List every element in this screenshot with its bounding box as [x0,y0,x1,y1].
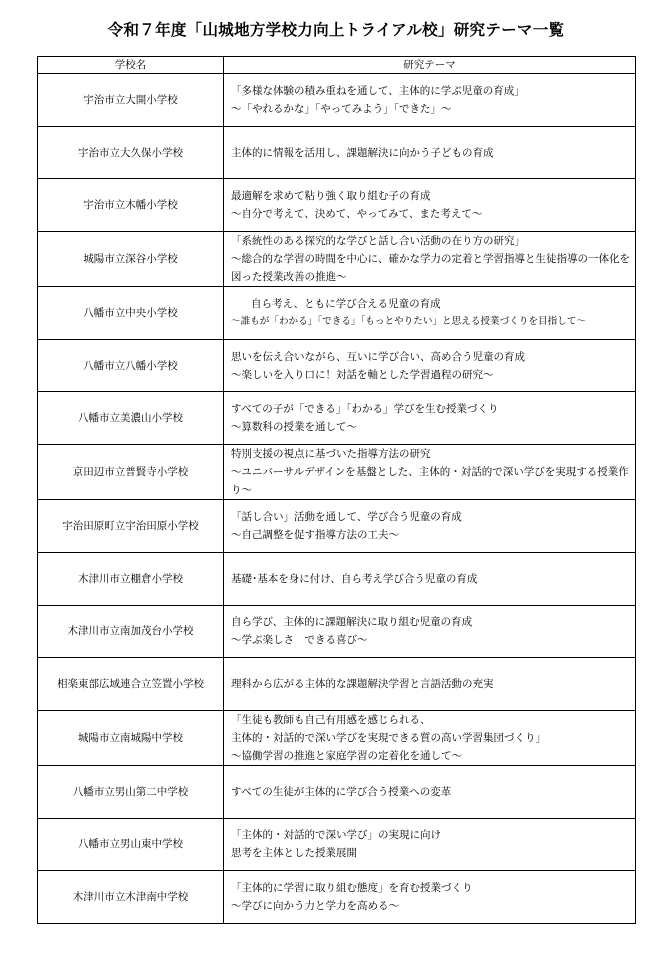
theme-line: ～「やれるかな」「やってみよう」「できた」～ [231,102,452,115]
research-theme-cell [224,710,636,765]
table-row [38,710,636,765]
table-row [38,605,636,658]
table-row [38,765,636,818]
table-row [38,818,636,871]
theme-line: 「生徒も教師も自己有用感を感じられる、 [231,713,431,726]
research-theme-cell [224,232,636,287]
table-row [38,232,636,287]
theme-line: ～算数科の授業を通して～ [231,421,357,434]
theme-line: 「系統性のある探究的な学びと話し合い活動の在り方の研究」 [231,235,525,248]
school-name-cell: 宇治田原町立宇治田原小学校 [38,500,224,553]
research-theme-cell [224,552,636,605]
research-theme-cell [224,605,636,658]
research-theme-cell [224,126,636,179]
school-name-cell: 八幡市立男山東中学校 [38,818,224,871]
school-name-cell: 城陽市立深谷小学校 [38,232,224,287]
theme-line: ～自己調整を促す指導方法の工夫～ [231,528,399,541]
school-name-cell: 八幡市立八幡小学校 [38,339,224,392]
research-theme-cell [224,74,636,127]
school-name-cell: 八幡市立男山第二中学校 [38,765,224,818]
school-name-cell: 八幡市立美濃山小学校 [38,392,224,445]
theme-line: すべての生徒が主体的に学び合う授業への変革 [231,785,452,798]
research-theme-cell [224,500,636,553]
school-name-cell: 京田辺市立普賢寺小学校 [38,445,224,500]
table-row [38,339,636,392]
school-name-cell: 城陽市立南城陽中学校 [38,710,224,765]
theme-line: ～ユニバーサルデザインを基盤とした、主体的・対話的で深い学びを実現する授業作り～ [231,466,629,497]
theme-line: 理科から広がる主体的な課題解決学習と言語活動の充実 [231,678,494,691]
research-theme-cell [224,179,636,232]
school-name-cell: 八幡市立中央小学校 [38,287,224,340]
theme-line: 「主体的に学習に取り組む態度」を育む授業づくり [231,882,473,895]
theme-line: 「主体的・対話的で深い学び」の実現に向け [231,829,441,842]
school-name-cell: 宇治市立木幡小学校 [38,179,224,232]
school-name-cell: 相楽東部広域連合立笠置小学校 [38,658,224,711]
research-theme-cell [224,765,636,818]
table-row [38,445,636,500]
research-theme-cell [224,658,636,711]
table-header-row [38,57,636,74]
theme-line: ～誰もが「わかる」「できる」「もっとやりたい」と思える授業づくりを目指して～ [231,315,586,327]
school-name-cell: 木津川市立木津南中学校 [38,871,224,924]
research-theme-cell [224,445,636,500]
header-school: 学校名 [38,57,224,74]
theme-line: 自ら考え、ともに学び合える児童の育成 [251,297,441,310]
theme-line: 思いを伝え合いながら、互いに学び合い、高め合う児童の育成 [231,350,525,363]
theme-line: 特別支援の視点に基づいた指導方法の研究 [231,448,431,461]
table-body [38,74,636,924]
research-theme-cell [224,287,636,340]
table-row [38,179,636,232]
theme-line: 主体的・対話的で深い学びを実現できる質の高い学習集団づくり」 [231,731,546,744]
theme-line: 最適解を求めて粘り強く取り組む子の育成 [231,190,431,203]
school-name-cell: 宇治市立大久保小学校 [38,126,224,179]
research-theme-cell [224,871,636,924]
table-row [38,74,636,127]
table-row [38,871,636,924]
page-title: 令和７年度「山城地方学校力向上トライアル校」研究テーマ一覧 [107,21,565,39]
theme-line: 基礎･基本を身に付け、自ら考え学び合う児童の育成 [231,572,478,585]
school-name-cell: 宇治市立大開小学校 [38,74,224,127]
research-theme-table [37,56,636,924]
table-row [38,552,636,605]
header-theme: 研究テーマ [224,57,636,74]
theme-line: 「多様な体験の積み重ねを通して、主体的に学ぶ児童の育成」 [231,84,525,97]
school-name-cell: 木津川市立南加茂台小学校 [38,605,224,658]
school-name-cell: 木津川市立棚倉小学校 [38,552,224,605]
table-row [38,392,636,445]
table-row [38,500,636,553]
table-row [38,287,636,340]
theme-line: すべての子が「できる」「わかる」学びを生む授業づくり [231,403,499,416]
theme-line: 主体的に情報を活用し、課題解決に向かう子どもの育成 [231,146,494,159]
table-row [38,126,636,179]
theme-line: 自ら学び、主体的に課題解決に取り組む児童の育成 [231,616,473,629]
theme-line: ～学びに向かう力と学力を高める～ [231,900,399,913]
theme-line: ～協働学習の推進と家庭学習の定着化を通して～ [231,749,462,762]
theme-line: 思考を主体とした授業展開 [231,847,357,860]
research-theme-cell [224,392,636,445]
theme-line: ～学ぶ楽しさ できる喜び～ [231,634,368,647]
research-theme-cell [224,339,636,392]
research-theme-cell [224,818,636,871]
table-row [38,658,636,711]
theme-line: ～総合的な学習の時間を中心に、確かな学力の定着と学習指導と生徒指導の一体化を図った授業改善の推進～ [231,253,630,284]
theme-line: ～楽しいを入り口に！対話を軸とした学習過程の研究～ [231,368,494,381]
theme-line: ～自分で考えて、決めて、やってみて、また考えて～ [231,208,483,221]
theme-line: 「話し合い」活動を通して、学び合う児童の育成 [231,510,462,523]
